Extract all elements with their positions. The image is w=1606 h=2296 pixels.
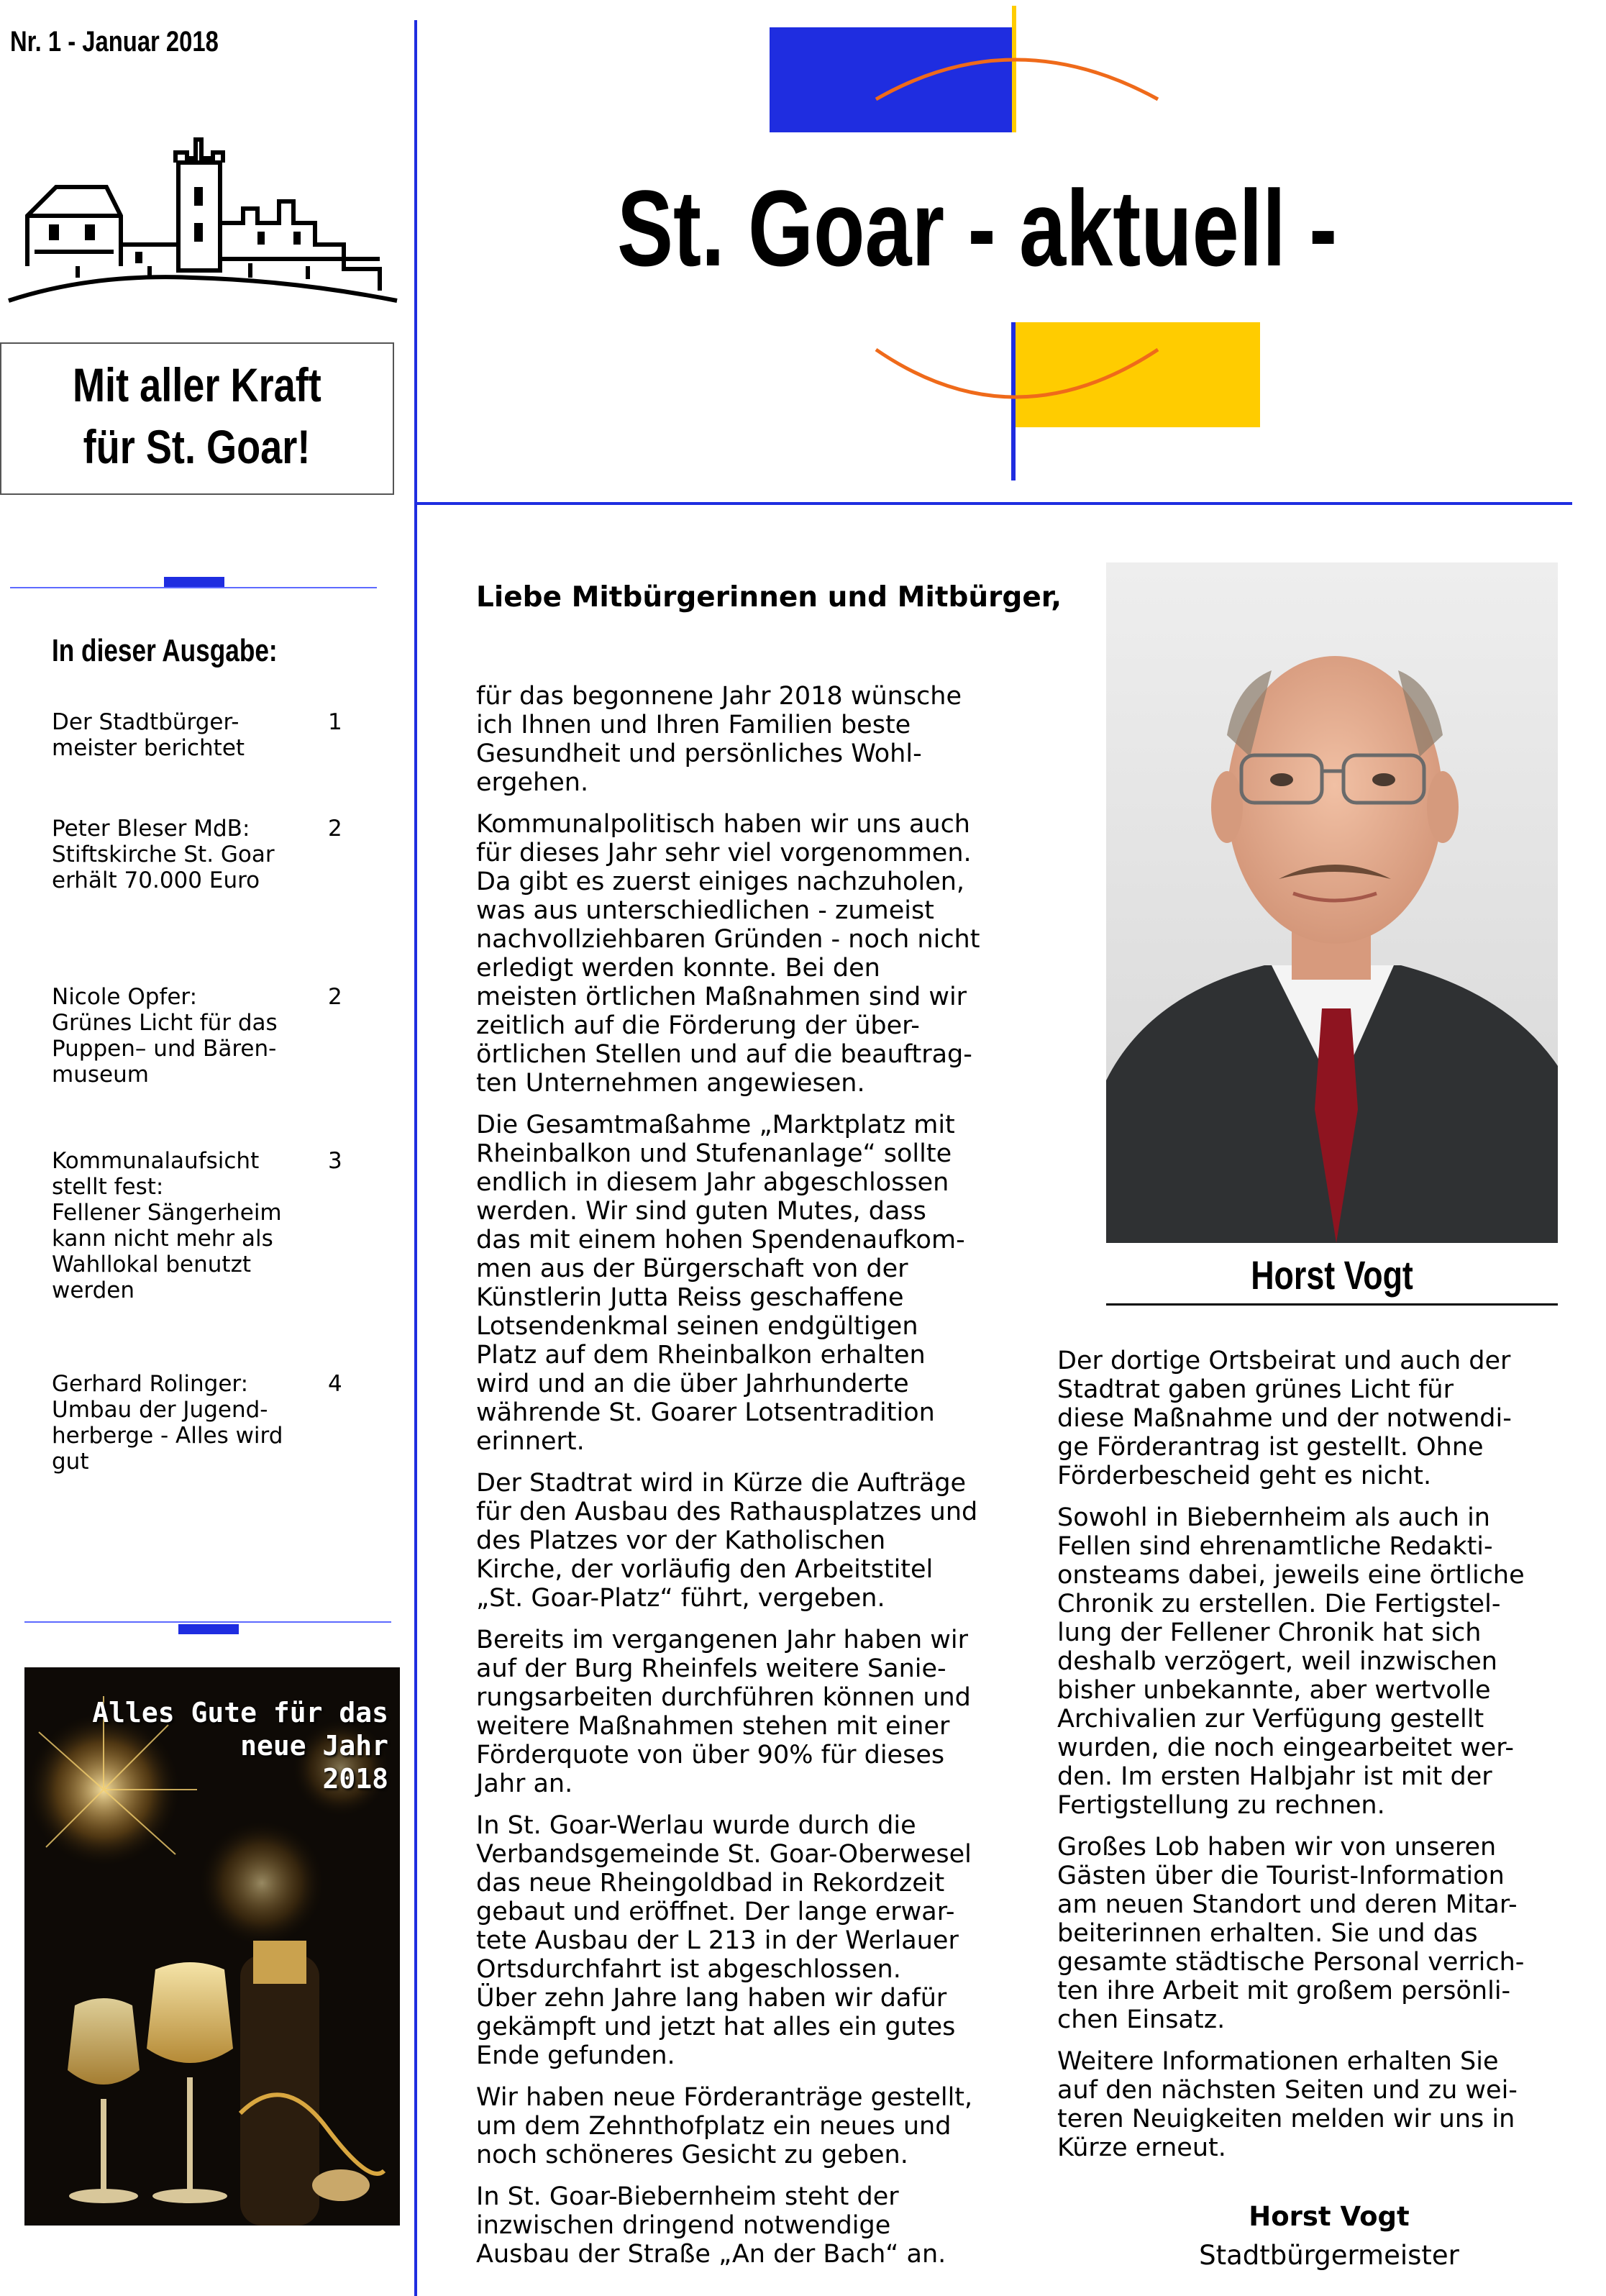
toc-page-number: 2 <box>328 984 342 1010</box>
caption-rule <box>1106 1303 1558 1306</box>
new-year-card <box>24 1667 400 2226</box>
toc-page-number: 1 <box>328 709 342 735</box>
letter-salutation: Liebe Mitbürgerinnen und Mitbürger, <box>476 581 1062 614</box>
paragraph: Die Gesamtmaßahme „Marktplatz mit Rheinbalkon und Stufenanlage“ sollte endlich in diesem Jahr abgeschlossen werden. Wir sind guten Mutes, dass das mit einem hohen Spendenaufkom- men aus der Bürgerschaft von der Künstlerin Jutta Reiss geschaffene Lotsendenkmal seinen endgültigen Platz auf dem Rheinbalkon erhalten wird und an die über Jahrhunderte währende St. Goarer Lotsentradition erinnert. <box>476 1111 965 1456</box>
slogan-line-2: für St. Goar! <box>83 420 311 473</box>
vertical-divider <box>414 20 417 2296</box>
paragraph: In St. Goar-Werlau wurde durch die Verbandsgemeinde St. Goar-Oberwesel das neue Rheingoldbad in Rekordzeit gebaut und eröffnet. Der lange erwar- tete Ausbau der L 213 in der Werlauer Ortsdurchfahrt ist abgeschlossen. Über zehn Jahre lang haben wir dafür gekämpft und jetzt hat alles ein gutes Ende gefunden. <box>476 1811 972 2070</box>
toc-bottom-marker <box>178 1624 239 1634</box>
paragraph: für das begonnene Jahr 2018 wünsche ich Ihnen und Ihren Familien beste Gesundheit und persönliches Wohl- ergehen. <box>476 682 962 797</box>
toc-top-rule <box>10 587 377 588</box>
portrait-photo <box>1106 562 1558 1243</box>
toc-item[interactable]: Nicole Opfer: Grünes Licht für das Puppen– und Bären- museum <box>52 984 278 1088</box>
letter-column-2 <box>1057 1347 1575 2175</box>
paragraph: Wir haben neue Förderanträge gestellt, um dem Zehnthofplatz ein neues und noch schöneres Gesicht zu geben. <box>476 2083 973 2169</box>
new-year-greeting: Alles Gute für das neue Jahr 2018 <box>92 1697 388 1795</box>
toc-bottom-rule <box>24 1621 391 1623</box>
castle-logo <box>6 137 400 309</box>
toc-item[interactable]: Gerhard Rolinger: Umbau der Jugend- herberge - Alles wird gut <box>52 1371 283 1475</box>
paragraph: Bereits im vergangenen Jahr haben wir auf der Burg Rheinfels weitere Sanie- rungsarbeiten durchführen können und weitere Maßnahmen stehen mit einer Förderquote von über 90% für dieses Jahr an. <box>476 1626 971 1798</box>
paragraph: Sowohl in Biebernheim als auch in Fellen sind ehrenamtliche Redakti- onsteams dabei, jeweils eine örtliche Chronik zu erstellen. Die Fertigstel- lung der Fellener Chronik hat sich deshalb verzögert, weil inzwischen bisher unbekannte, aber wertvolle Archivalien zur Verfügung gestellt wurden, die noch eingearbeitet wer- den. Im ersten Halbjahr ist mit der Fertigstellung zu rechnen. <box>1057 1503 1525 1820</box>
toc-heading: In dieser Ausgabe: <box>52 633 278 668</box>
toc-item[interactable]: Kommunalaufsicht stellt fest: Fellener Sängerheim kann nicht mehr als Wahllokal benutzt werden <box>52 1148 282 1303</box>
toc-item[interactable]: Peter Bleser MdB: Stiftskirche St. Goar erhält 70.000 Euro <box>52 816 275 893</box>
toc-item[interactable]: Der Stadtbürger- meister berichtet <box>52 709 245 761</box>
signature-role: Stadtbürgermeister <box>1199 2240 1459 2271</box>
photo-caption: Horst Vogt <box>1251 1252 1413 1298</box>
letter-column-1 <box>476 682 1037 2282</box>
paragraph: Großes Lob haben wir von unseren Gästen über die Tourist-Information am neuen Standort und deren Mitar- beiterinnen erhalten. Sie und das gesamte städtische Personal verrich- ten ihre Arbeit mit großem persönli- chen Einsatz. <box>1057 1833 1525 2034</box>
toc-top-marker <box>164 577 224 587</box>
paragraph: In St. Goar-Biebernheim steht der inzwischen dringend notwendige Ausbau der Straße „An der Bach“ an. <box>476 2182 946 2269</box>
toc-page-number: 4 <box>328 1371 342 1397</box>
paragraph: Kommunalpolitisch haben wir uns auch für dieses Jahr sehr viel vorgenommen. Da gibt es zuerst einiges nachzuholen, was aus unterschiedlichen - zumeist nachvollziehbaren Gründen - noch nicht erledigt werden konnte. Bei den meisten örtlichen Maßnahmen sind wir zeitlich auf die Förderung der über- örtlichen Stellen und auf die beauftrag- ten Unternehmen angewiesen. <box>476 810 980 1098</box>
paragraph: Weitere Informationen erhalten Sie auf den nächsten Seiten und zu wei- teren Neuigkeiten melden wir uns in Kürze erneut. <box>1057 2047 1518 2162</box>
issue-number: Nr. 1 - Januar 2018 <box>10 26 219 58</box>
header-divider <box>414 502 1572 505</box>
paragraph: Der Stadtrat wird in Kürze die Aufträge für den Ausbau des Rathausplatzes und des Platzes vor der Katholischen Kirche, der vorläufig den Arbeitstitel „St. Goar-Platz“ führt, vergeben. <box>476 1469 978 1613</box>
slogan-box <box>0 342 394 495</box>
newspaper-title: St. Goar - aktuell - <box>617 168 1338 288</box>
signature-name: Horst Vogt <box>1249 2201 1410 2232</box>
toc-page-number: 2 <box>328 816 342 842</box>
slogan-line-1: Mit aller Kraft <box>73 358 321 411</box>
toc-page-number: 3 <box>328 1148 342 1174</box>
paragraph: Der dortige Ortsbeirat und auch der Stadtrat gaben grünes Licht für diese Maßnahme und der notwendi- ge Förderantrag ist gestellt. Ohne Förderbescheid geht es nicht. <box>1057 1347 1512 1490</box>
